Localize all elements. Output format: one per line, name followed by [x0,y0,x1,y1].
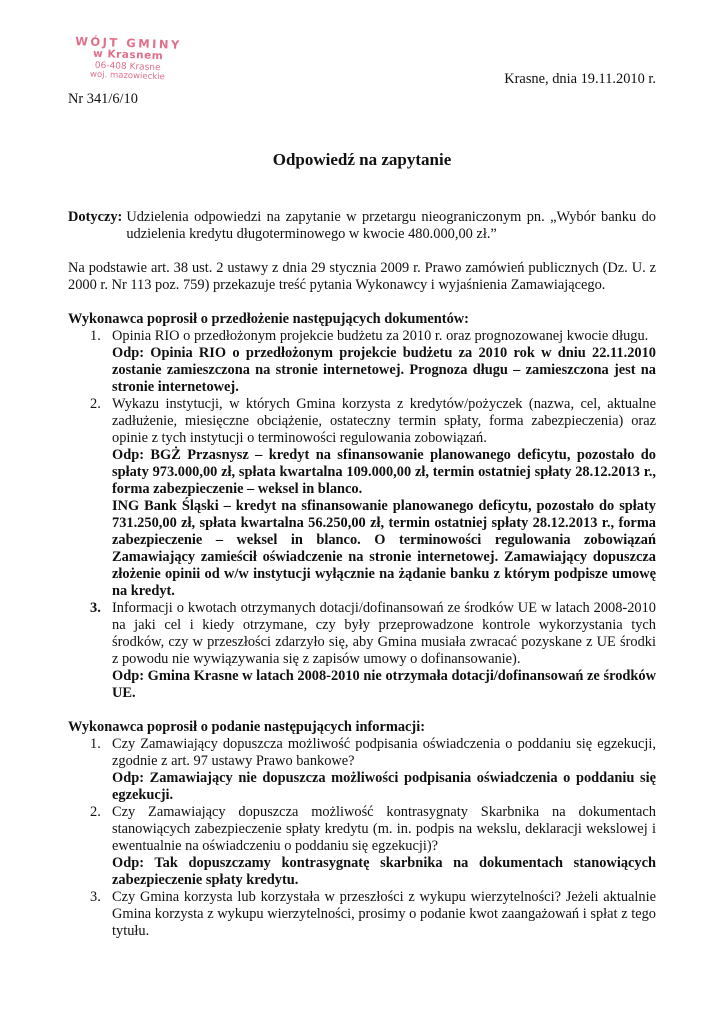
stamp-line-3: 06-408 Krasne [94,60,161,74]
concerning-block [68,209,656,243]
intro-paragraph: Na podstawie art. 38 ust. 2 ustawy z dnia 29 stycznia 2009 r. Prawo zamówień publicznych (Dz. U. z 2000 r. Nr 113 poz. 759) przekazuje treść pytania Wykonawcy i wyjaśnienia Zamawiającego. [68,260,656,293]
item-question: Czy Zamawiający dopuszcza możliwość podpisania oświadczenia o poddaniu się egzekucji, zgodnie z art. 97 ustawy Prawo bankowe? [112,736,656,769]
item-number: 2. [90,804,101,820]
item-number: 2. [90,396,101,412]
concerning-label: Dotyczy: [68,209,123,225]
item-number: 3. [90,889,101,905]
item-answer: Odp: Zamawiający nie dopuszcza możliwości podpisania oświadczenia o poddaniu się egzekucji. [112,770,656,803]
list-item [68,328,656,396]
item-number: 3. [90,600,101,616]
section-2-list [68,736,656,940]
list-item [68,804,656,889]
item-question: Czy Zamawiający dopuszcza możliwość kontrasygnaty Skarbnika na dokumentach stanowiących zabezpieczenie spłaty kredytu (m. in. podpis na wekslu, deklaracji wekslowej i ewentualnie na oświadczeniu o poddaniu się egzekucji)? [112,804,656,854]
list-item [68,736,656,804]
item-number: 1. [90,328,101,344]
document-title: Odpowiedź na zapytanie [272,150,452,169]
reference-number: Nr 341/6/10 [68,91,138,107]
place-and-date: Krasne, dnia 19.11.2010 r. [504,71,656,87]
stamp-line-4: woj. mazowieckie [89,69,165,83]
list-item [68,396,656,600]
official-stamp [61,34,194,84]
item-question: Opinia RIO o przedłożonym projekcie budżetu za 2010 r. oraz prognozowanej kwocie długu. [112,328,649,344]
item-number: 1. [90,736,101,752]
section-1-heading: Wykonawca poprosił o przedłożenie następujących dokumentów: [68,311,469,327]
concerning-text: Udzielenia odpowiedzi na zapytanie w przetargu nieograniczonym pn. „Wybór banku do udzielenia kredytu długoterminowego w kwocie 480.000,00 zł.” [126,209,656,242]
list-item [68,889,656,940]
stamp-line-1: WÓJT GMINY [74,34,183,52]
item-question: Wykazu instytucji, w których Gmina korzysta z kredytów/pożyczek (nazwa, cel, aktualne zadłużenie, miesięczne obciążenie, ostateczny termin spłaty, forma zabezpieczenia) oraz opinie z tych instytucji o terminowości regulowania zobowiązań. [112,396,656,446]
item-question: Informacji o kwotach otrzymanych dotacji/dofinansowań ze środków UE w latach 2008-2010 na jaki cel i kiedy otrzymane, czy były przeprowadzone kontrole wykorzystania tych środków, czy w przeszłości zdarzyło się, aby Gmina musiała zwracać pozyskane z UE środki z powodu nie wywiązywania się z zapisów umowy o dofinansowanie). [112,600,656,667]
stamp-line-2: w Krasnem [92,47,164,63]
item-question: Czy Gmina korzysta lub korzystała w przeszłości z wykupu wierzytelności? Jeżeli aktualnie Gmina korzysta z wykupu wierzytelności, prosimy o podanie kwot zaangażowań i spłat z tego tytułu. [112,889,656,939]
section-2-heading: Wykonawca poprosił o podanie następujących informacji: [68,719,425,735]
item-answer: Odp: BGŻ Przasnysz – kredyt na sfinansowanie planowanego deficytu, pozostało do spłaty 973.000,00 zł, spłata kwartalna 109.000,00 zł, termin ostatniej spłaty 28.12.2013 r., forma zabezpieczenie – weksel in blanco. [112,447,656,497]
item-answer: Odp: Opinia RIO o przedłożonym projekcie budżetu za 2010 rok w dniu 22.11.2010 zostanie zamieszczona na stronie internetowej. Prognoza długu – zamieszczona jest na stronie internetowej. [112,345,656,395]
list-item [68,600,656,702]
item-answer: Odp: Tak dopuszczamy kontrasygnatę skarbnika na dokumentach stanowiących zabezpieczenie spłaty kredytu. [112,855,656,888]
item-answer: Odp: Gmina Krasne w latach 2008-2010 nie otrzymała dotacji/dofinansowań ze środków UE. [112,668,656,701]
item-answer: ING Bank Śląski – kredyt na sfinansowanie planowanego deficytu, pozostało do spłaty 731.250,00 zł, spłata kwartalna 56.250,00 zł, termin ostatniej spłaty 28.12.2013 r., forma zabezpieczenie – weksel in blanco. O terminowości regulowania zobowiązań Zamawiający zamieścił oświadczenie na stronie internetowej. Zamawiający dopuszcza złożenie opinii od w/w instytucji wyłącznie na żądanie banku z którym podpisze umowę na kredyt. [112,498,656,599]
document-body [68,209,656,940]
section-1-list [68,328,656,702]
